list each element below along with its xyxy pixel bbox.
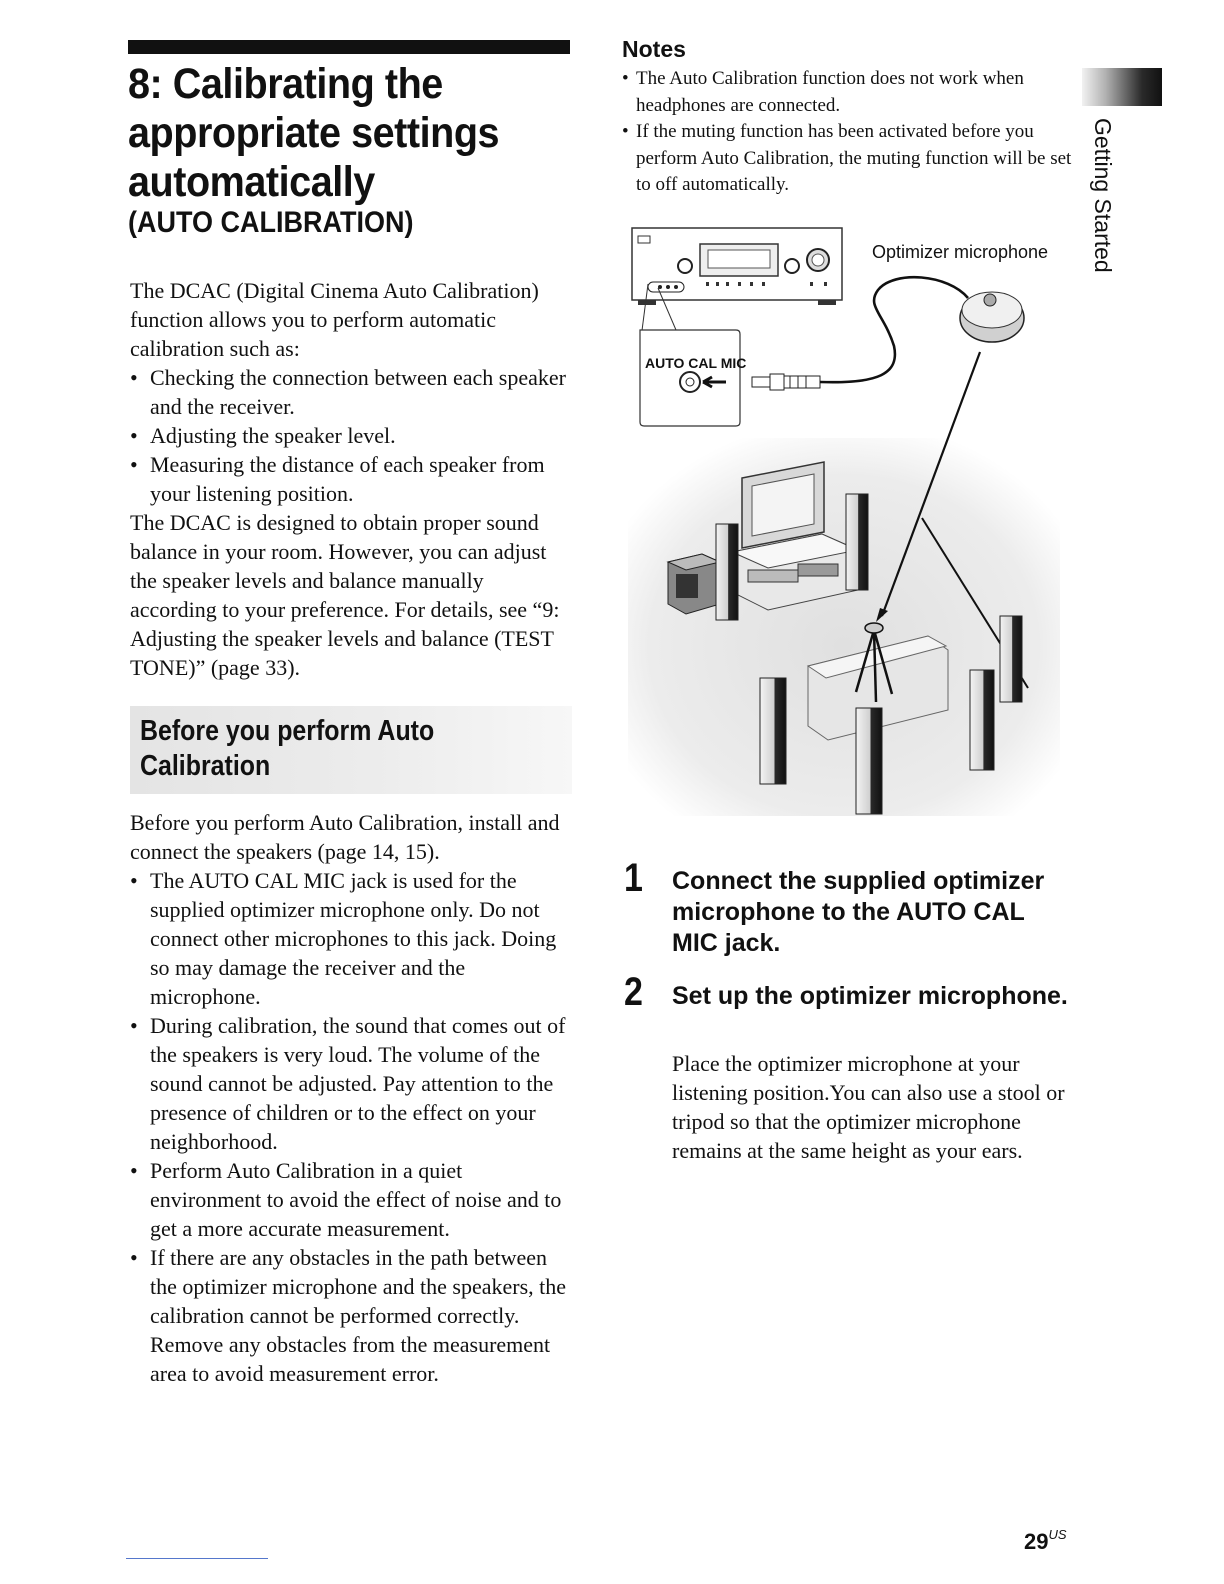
surround-right-speaker-icon [970, 670, 994, 770]
side-tab [1088, 118, 1118, 308]
before-bullet: • If there are any obstacles in the path between the optimizer microphone and the speakers, the calibration cannot be performed correctly. Remove any obstacles from the measurement area to avoid measurement error. [130, 1243, 575, 1388]
intro-bullet: • Measuring the distance of each speaker from your listening position. [130, 450, 575, 508]
note-item: • If the muting function has been activated before you perform Auto Calibration, the muting function will be set to off automatically. [622, 119, 1072, 199]
front-right-speaker-icon [846, 494, 868, 590]
front-left-speaker-icon [716, 524, 738, 620]
intro-section [130, 276, 575, 682]
surround-far-right-speaker-icon [1000, 616, 1022, 702]
before-bullet-list [130, 866, 575, 1388]
intro-closing: The DCAC is designed to obtain proper sound balance in your room. However, you can adjust the speaker levels and balance manually according to your preference. For details, see “9: Adjusting the speaker levels and balance (TEST TONE)” (page 33). [130, 510, 560, 680]
surround-back-speaker-icon [856, 708, 882, 814]
side-tab-label: Getting Started [1090, 118, 1116, 273]
page-number-value: 29 [1024, 1529, 1049, 1554]
note-item: • The Auto Calibration function does not work when headphones are connected. [622, 66, 1072, 119]
step-1-title: Connect the supplied optimizer microphone to the AUTO CAL MIC jack. [672, 867, 1045, 957]
intro-lead: The DCAC (Digital Cinema Auto Calibration) function allows you to perform automatic calibration such as: [130, 278, 539, 361]
before-bullet: • During calibration, the sound that comes out of the speakers is very loud. The volume of the sound cannot be adjusted. Pay attention to the presence of children or to the effect on your neighborhood. [130, 1011, 575, 1156]
receiver-icon [632, 228, 842, 305]
jack-label: AUTO CAL MIC [645, 355, 747, 371]
intro-bullet-list [130, 363, 575, 508]
notes-heading: Notes [622, 36, 686, 62]
title-rule [128, 40, 570, 54]
intro-bullet: • Checking the connection between each speaker and the receiver. [130, 363, 575, 421]
mic-plug-icon [752, 374, 820, 390]
step-2-title: Set up the optimizer microphone. [672, 982, 1068, 1010]
page-number [1024, 1522, 1067, 1555]
before-bullet: • The AUTO CAL MIC jack is used for the supplied optimizer microphone only. Do not connect other microphones to this jack. Doing so may damage the receiver and the microphone. [130, 866, 575, 1011]
step-1-number: 1 [624, 856, 643, 900]
step-2-body: Place the optimizer microphone at your listening position.You can also use a stool or tripod so that the optimizer microphone remains at the same height as your ears. [672, 1051, 1065, 1163]
mic-label: Optimizer microphone [872, 242, 1049, 262]
intro-bullet: • Adjusting the speaker level. [130, 421, 575, 450]
setup-illustration [628, 218, 1060, 818]
subwoofer-icon [668, 554, 720, 614]
side-tab-marker [1082, 68, 1162, 106]
before-bullet: • Perform Auto Calibration in a quiet environment to avoid the effect of noise and to get a more accurate measurement. [130, 1156, 575, 1243]
before-heading-box [130, 706, 572, 794]
page-number-suffix: US [1048, 1527, 1067, 1542]
before-heading: Before you perform Auto Calibration [140, 715, 435, 782]
jack-callout [640, 330, 746, 426]
section-title: 8: Calibrating the appropriate settings automatically [128, 60, 500, 206]
step-2-number: 2 [624, 970, 643, 1014]
optimizer-microphone-icon [960, 292, 1024, 342]
before-lead: Before you perform Auto Calibration, install and connect the speakers (page 14, 15). [130, 810, 560, 864]
room-floor [628, 438, 1060, 816]
surround-left-speaker-icon [760, 678, 786, 784]
notes-list [622, 66, 1072, 199]
footer-link-underline [126, 1558, 268, 1559]
section-subtitle: (AUTO CALIBRATION) [128, 206, 414, 239]
before-section [130, 808, 575, 1388]
